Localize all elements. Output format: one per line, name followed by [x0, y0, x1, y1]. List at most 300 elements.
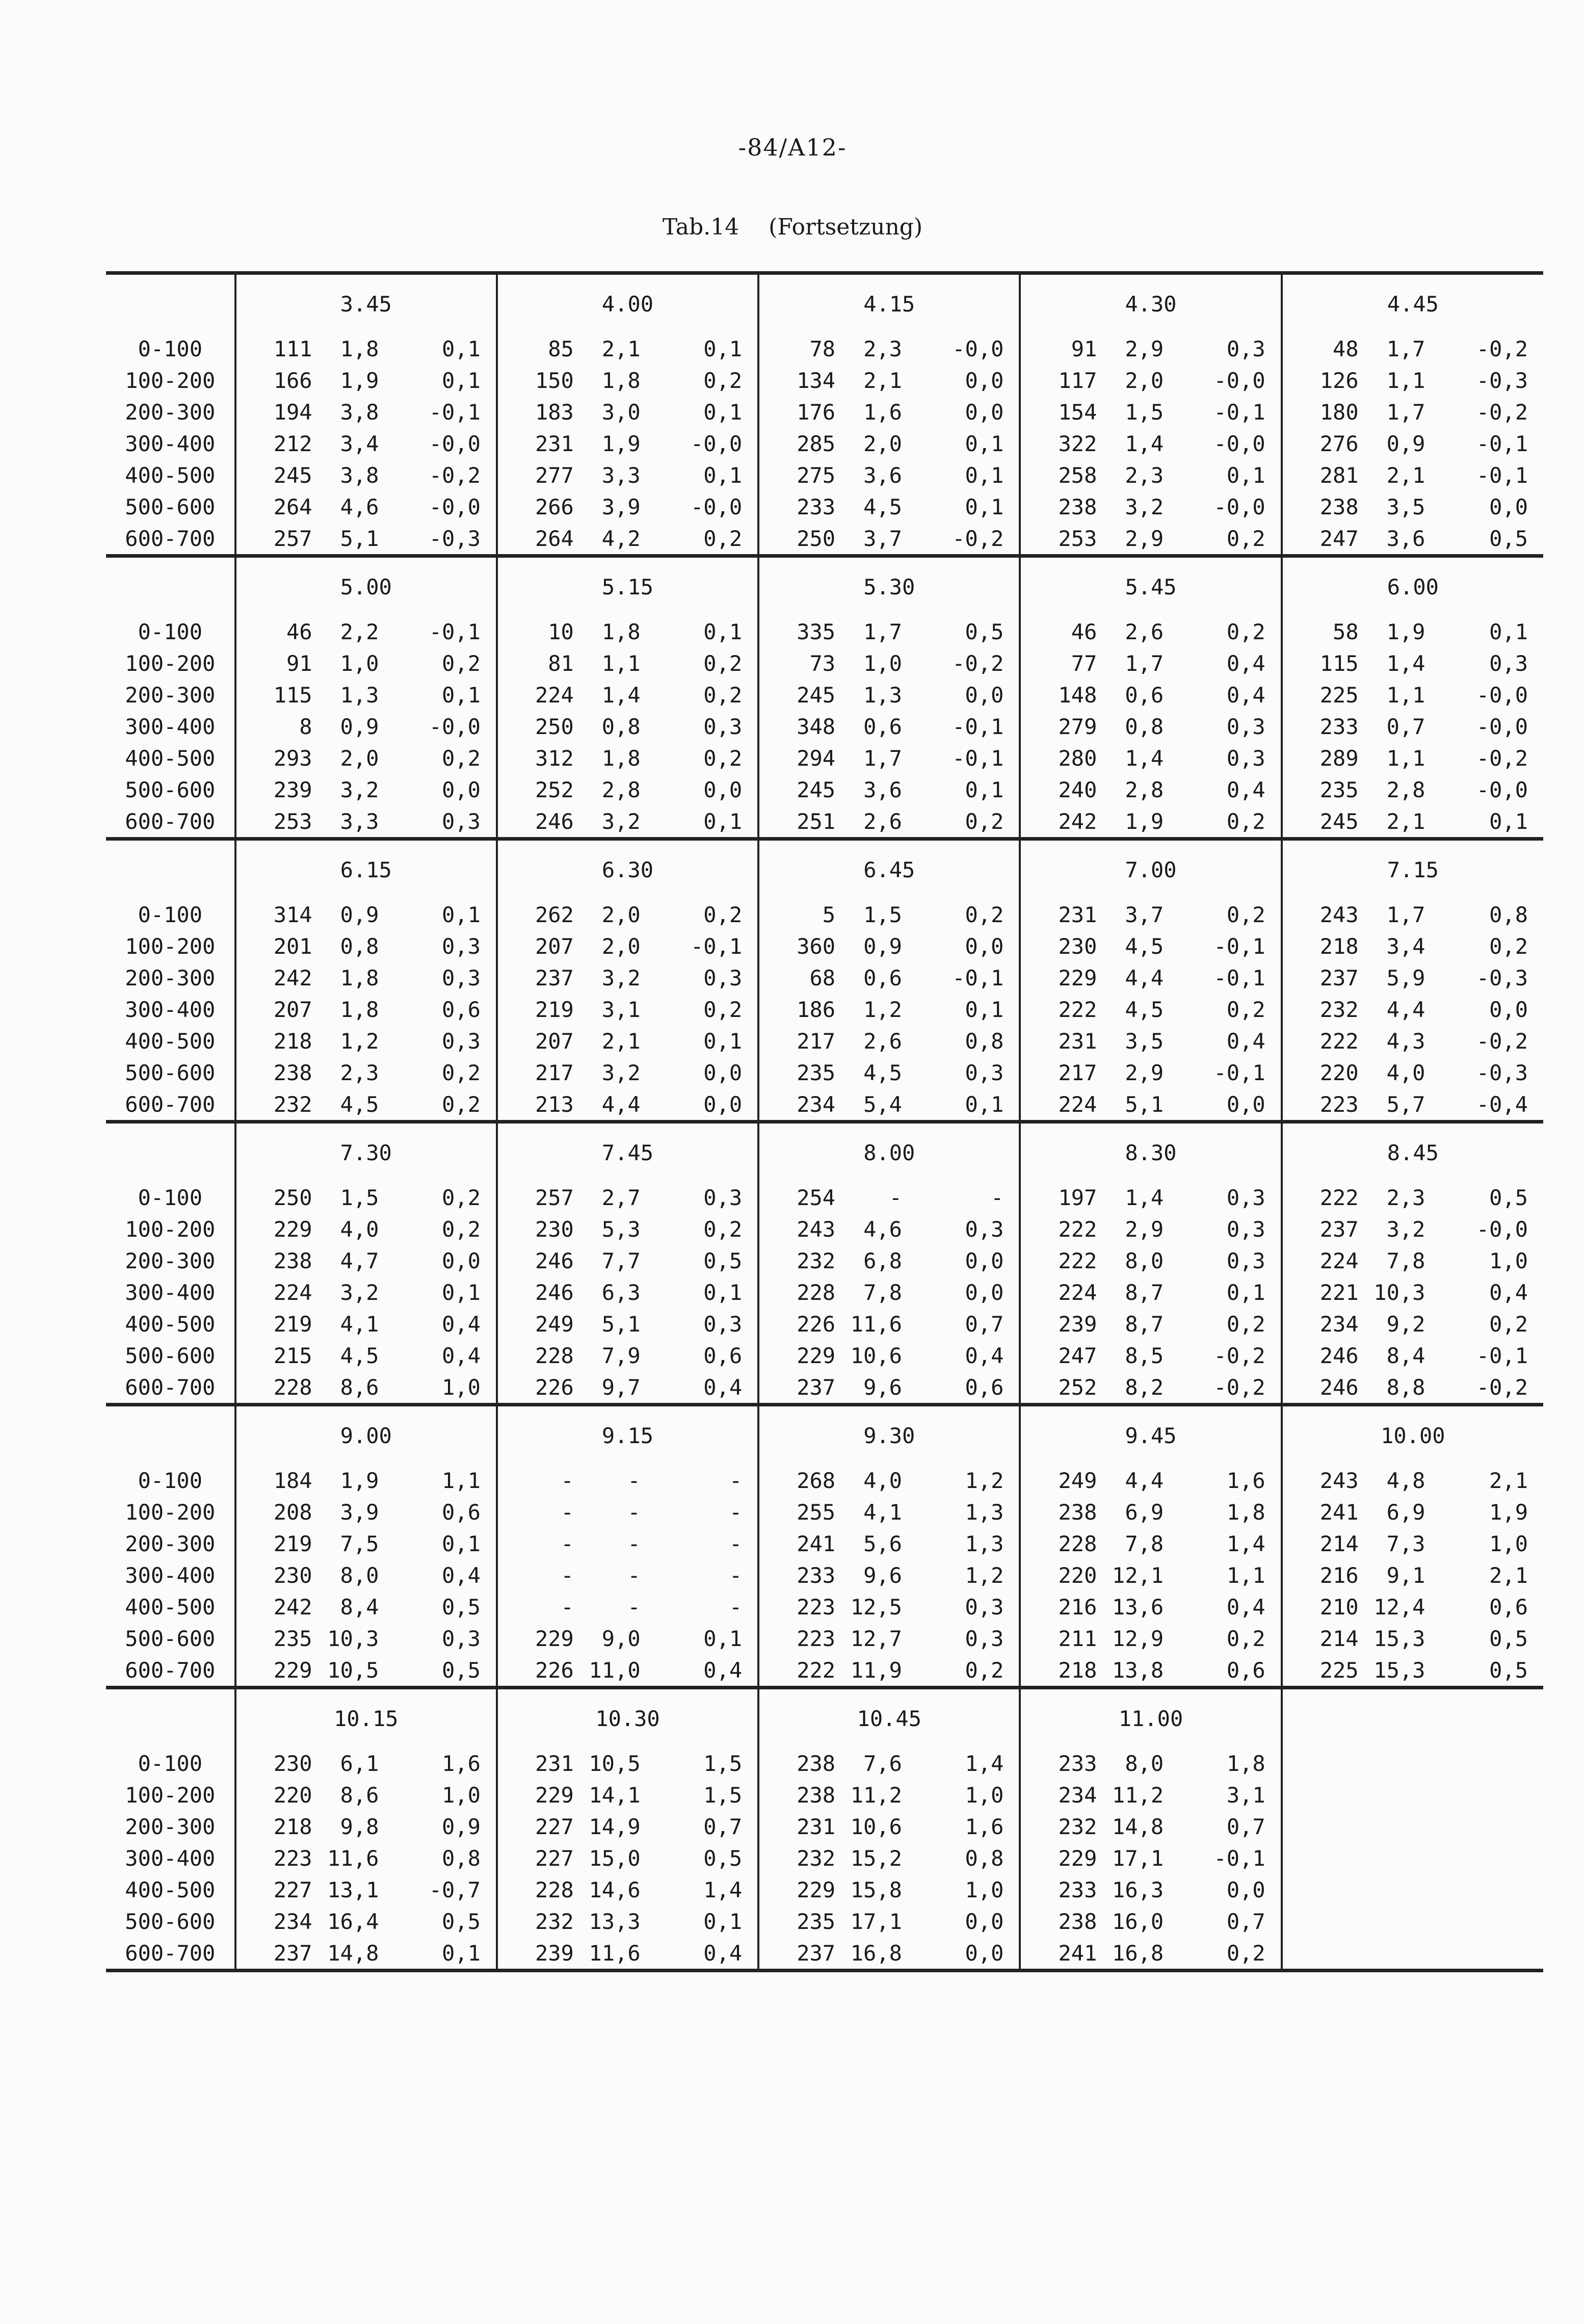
value-cell-speed: 2,6 [863, 1028, 902, 1054]
value-cell-speed: 2,0 [1125, 368, 1164, 393]
value-cell-speed: 1,8 [601, 619, 641, 644]
value-cell-direction: 258 [1020, 459, 1097, 491]
table-row [106, 1025, 1543, 1057]
value-cell-change: -0,1 [1213, 399, 1265, 425]
time-header: 5.30 [758, 556, 1020, 616]
table-row [106, 1528, 1543, 1559]
value-cell-direction: 207 [235, 994, 312, 1025]
value-cell-direction: 228 [497, 1340, 574, 1371]
value-cell-change: 0,0 [965, 368, 1004, 393]
value-cell-change: -0,3 [1476, 965, 1528, 990]
value-cell-change [1425, 1779, 1543, 1811]
value-cell-speed: 1,0 [340, 650, 379, 676]
value-cell-speed: 6,1 [340, 1751, 379, 1776]
time-header: 5.00 [235, 556, 497, 616]
value-cell-direction: 48 [1282, 333, 1359, 364]
value-cell-speed: 17,1 [850, 1909, 902, 1934]
header-blank-cell [106, 1405, 235, 1465]
value-cell-direction: 233 [1282, 711, 1359, 742]
height-range-label: 400-500 [125, 1877, 216, 1902]
value-cell-direction: 247 [1282, 523, 1359, 556]
value-cell-direction: 257 [235, 523, 312, 556]
value-cell-direction: 226 [497, 1371, 574, 1405]
value-cell-direction: 227 [497, 1811, 574, 1842]
value-cell-change: 0,1 [965, 462, 1004, 488]
height-range-label: 400-500 [125, 1028, 216, 1054]
value-cell-direction: 314 [235, 899, 312, 930]
value-cell-change: 0,7 [1226, 1814, 1265, 1839]
value-cell-speed: 12,7 [850, 1626, 902, 1651]
value-cell-speed: 1,9 [601, 431, 641, 456]
value-cell-direction: 238 [1020, 1496, 1097, 1528]
value-cell-direction: 238 [235, 1245, 312, 1276]
value-cell-direction: 279 [1020, 711, 1097, 742]
value-cell-change: 0,1 [703, 1626, 743, 1651]
value-cell-direction: 243 [758, 1213, 835, 1245]
value-cell-change: -0,0 [690, 494, 743, 519]
value-cell-speed: 1,1 [1386, 682, 1425, 708]
value-cell-speed [1359, 1937, 1425, 1971]
value-cell-change: 0,0 [1489, 997, 1528, 1022]
value-cell-change: 0,4 [1226, 650, 1265, 676]
time-header: 3.45 [235, 273, 497, 333]
value-cell-speed: 16,0 [1112, 1909, 1164, 1934]
value-cell-speed: 1,7 [1125, 650, 1164, 676]
value-cell-change: 0,4 [1489, 1279, 1528, 1305]
value-cell-speed: 10,5 [327, 1657, 379, 1683]
value-cell-direction: 229 [497, 1623, 574, 1654]
value-cell-change: 1,3 [965, 1531, 1004, 1556]
value-cell-change: 0,3 [442, 808, 481, 834]
time-header-row [106, 556, 1543, 616]
value-cell-change: 0,5 [1489, 526, 1528, 551]
value-cell-speed: 5,9 [1386, 965, 1425, 990]
value-cell-direction: 250 [497, 711, 574, 742]
value-cell-direction: 232 [235, 1088, 312, 1122]
value-cell-speed: 0,8 [1125, 714, 1164, 739]
value-cell-change: -0,1 [429, 399, 481, 425]
value-cell-direction: 239 [1020, 1308, 1097, 1340]
height-range-label: 300-400 [125, 714, 216, 739]
value-cell-direction: 207 [497, 930, 574, 962]
value-cell-change: -0,2 [1213, 1343, 1265, 1368]
value-cell-direction: 230 [497, 1213, 574, 1245]
value-cell-direction: 229 [235, 1213, 312, 1245]
value-cell-speed: 2,7 [601, 1185, 641, 1210]
time-header-row [106, 839, 1543, 899]
value-cell-speed: 4,5 [863, 1060, 902, 1085]
value-cell-change: 0,5 [442, 1594, 481, 1620]
table-row [106, 1057, 1543, 1088]
value-cell-change: 0,1 [442, 1279, 481, 1305]
value-cell-direction: 257 [497, 1182, 574, 1213]
value-cell-speed: 1,7 [1386, 336, 1425, 361]
height-range-label: 600-700 [106, 1937, 235, 1971]
value-cell-speed: 3,2 [340, 777, 379, 802]
value-cell-change: 0,2 [442, 745, 481, 771]
time-header: 7.45 [497, 1122, 758, 1182]
value-cell-speed: 1,8 [340, 336, 379, 361]
time-header: 9.00 [235, 1405, 497, 1465]
value-cell-change: 1,6 [965, 1814, 1004, 1839]
value-cell-speed: 2,9 [1125, 336, 1164, 361]
value-cell-direction: 230 [1020, 930, 1097, 962]
value-cell-speed: 8,7 [1125, 1311, 1164, 1337]
value-cell-change: 1,0 [1489, 1531, 1528, 1556]
value-cell-change: 0,2 [703, 745, 743, 771]
value-cell-direction: 246 [497, 805, 574, 839]
value-cell-direction: - [497, 1591, 574, 1623]
value-cell-change: 0,1 [965, 997, 1004, 1022]
value-cell-speed: 2,3 [1125, 462, 1164, 488]
value-cell-speed: 9,0 [601, 1626, 641, 1651]
value-cell-direction: - [497, 1465, 574, 1496]
value-cell-change: 0,3 [442, 1626, 481, 1651]
value-cell-speed: 5,1 [601, 1311, 641, 1337]
time-header: 4.00 [497, 273, 758, 333]
value-cell-change: 1,8 [1226, 1751, 1265, 1776]
value-cell-direction [1282, 1874, 1359, 1905]
value-cell-speed: 3,6 [1386, 526, 1425, 551]
value-cell-speed: 7,8 [863, 1279, 902, 1305]
value-cell-change: 1,5 [703, 1751, 743, 1776]
value-cell-change: 1,1 [442, 1468, 481, 1493]
value-cell-change: - [729, 1468, 743, 1493]
value-cell-direction: 268 [758, 1465, 835, 1496]
time-header: 9.15 [497, 1405, 758, 1465]
value-cell-speed: 3,4 [1386, 933, 1425, 959]
value-cell-change: -0,0 [952, 336, 1004, 361]
value-cell-speed: 2,1 [1386, 808, 1425, 834]
time-header: 7.30 [235, 1122, 497, 1182]
value-cell-direction: 201 [235, 930, 312, 962]
time-header: 4.45 [1282, 273, 1543, 333]
value-cell-speed: - [627, 1594, 641, 1620]
time-header: 10.30 [497, 1688, 758, 1748]
value-cell-change: 0,7 [1226, 1909, 1265, 1934]
value-cell-speed: 0,9 [863, 933, 902, 959]
value-cell-change: 0,3 [1489, 650, 1528, 676]
value-cell-direction: 255 [758, 1496, 835, 1528]
value-cell-direction: 224 [1020, 1276, 1097, 1308]
value-cell-speed: 6,8 [863, 1248, 902, 1273]
value-cell-change: 0,2 [703, 682, 743, 708]
value-cell-change: 0,1 [965, 494, 1004, 519]
time-header: 4.30 [1020, 273, 1281, 333]
value-cell-direction: 194 [235, 396, 312, 428]
value-cell-speed: 1,8 [340, 965, 379, 990]
value-cell-change: 0,2 [1226, 997, 1265, 1022]
height-range-label: 500-600 [125, 1343, 216, 1368]
time-header [1282, 1688, 1543, 1748]
value-cell-change: 0,1 [703, 1279, 743, 1305]
value-cell-direction: 224 [497, 679, 574, 711]
height-range-label: 600-700 [125, 526, 216, 551]
time-header: 9.45 [1020, 1405, 1281, 1465]
value-cell-direction: 232 [497, 1905, 574, 1937]
table-label: Tab.14 [662, 214, 739, 240]
value-cell-change: 0,2 [442, 1091, 481, 1117]
table-caption [0, 214, 1585, 240]
height-range-label: 400-500 [125, 1311, 216, 1337]
value-cell-direction: 222 [1282, 1182, 1359, 1213]
value-cell-change: 1,9 [1489, 1499, 1528, 1525]
value-cell-direction: 229 [497, 1779, 574, 1811]
value-cell-speed: 6,9 [1125, 1499, 1164, 1525]
value-cell-speed [1359, 1905, 1425, 1937]
value-cell-change: 0,3 [442, 1028, 481, 1054]
time-header: 10.15 [235, 1688, 497, 1748]
value-cell-change: -0,0 [429, 431, 481, 456]
time-header: 5.15 [497, 556, 758, 616]
value-cell-speed: 3,2 [601, 1060, 641, 1085]
height-range-label: 200-300 [125, 1814, 216, 1839]
value-cell-direction [1282, 1905, 1359, 1937]
value-cell-direction: 228 [1020, 1528, 1097, 1559]
height-range-label: 600-700 [125, 808, 216, 834]
value-cell-direction: 91 [235, 647, 312, 679]
value-cell-speed: 2,2 [340, 619, 379, 644]
value-cell-speed: 13,1 [327, 1877, 379, 1902]
value-cell-direction: 264 [497, 523, 574, 556]
value-cell-direction: 219 [235, 1528, 312, 1559]
value-cell-change: 0,4 [703, 1657, 743, 1683]
value-cell-change: 0,2 [1489, 1311, 1528, 1337]
value-cell-direction: 245 [1282, 805, 1359, 839]
value-cell-change: 2,1 [1489, 1468, 1528, 1493]
value-cell-change: 0,4 [442, 1562, 481, 1588]
height-range-label: 100-200 [125, 1216, 216, 1242]
value-cell-change: 0,0 [442, 777, 481, 802]
value-cell-speed: 2,1 [863, 368, 902, 393]
height-range-label: 0-100 [138, 1468, 203, 1493]
value-cell-direction: 46 [1020, 616, 1097, 647]
value-cell-change: -0,1 [1476, 1343, 1528, 1368]
value-cell-direction: 180 [1282, 396, 1359, 428]
value-cell-direction: 218 [1282, 930, 1359, 962]
value-cell-direction: 228 [497, 1874, 574, 1905]
value-cell-change: 0,5 [1489, 1185, 1528, 1210]
table-row [106, 1811, 1543, 1842]
value-cell-speed: 3,0 [601, 399, 641, 425]
value-cell-direction: 251 [758, 805, 835, 839]
value-cell-direction: 246 [497, 1245, 574, 1276]
value-cell-change: 1,0 [442, 1374, 481, 1400]
table-row [106, 1276, 1543, 1308]
value-cell-change: 0,2 [965, 1657, 1004, 1683]
value-cell-direction: 224 [235, 1276, 312, 1308]
value-cell-change: 0,3 [1226, 1185, 1265, 1210]
header-blank-cell [106, 1122, 235, 1182]
value-cell-speed: 0,8 [601, 714, 641, 739]
value-cell-speed: 16,3 [1112, 1877, 1164, 1902]
value-cell-speed: 1,4 [601, 682, 641, 708]
value-cell-speed: 3,2 [340, 1279, 379, 1305]
value-cell-change: 0,0 [965, 1909, 1004, 1934]
value-cell-direction: 231 [497, 428, 574, 459]
value-cell-change: -0,0 [1213, 368, 1265, 393]
time-header: 11.00 [1020, 1688, 1281, 1748]
table-continuation: (Fortsetzung) [769, 214, 923, 240]
value-cell-direction: 229 [1020, 1842, 1097, 1874]
time-header: 8.30 [1020, 1122, 1281, 1182]
value-cell-change: -0,2 [1476, 1028, 1528, 1054]
value-cell-change: 1,2 [965, 1562, 1004, 1588]
value-cell-speed: 3,3 [601, 462, 641, 488]
value-cell-change: 0,2 [1164, 1937, 1281, 1971]
value-cell-change: -0,1 [690, 933, 743, 959]
value-cell-change: 0,6 [442, 997, 481, 1022]
value-cell-direction: 239 [235, 774, 312, 805]
value-cell-direction: 232 [758, 1245, 835, 1276]
value-cell-direction: 277 [497, 459, 574, 491]
value-cell-change: 1,6 [1226, 1468, 1265, 1493]
height-range-label: 300-400 [125, 1279, 216, 1305]
data-table [106, 271, 1543, 1972]
table-row [106, 1465, 1543, 1496]
value-cell-speed: 12,1 [1112, 1562, 1164, 1588]
value-cell-direction: 247 [1020, 1340, 1097, 1371]
value-cell-change: 0,2 [703, 1216, 743, 1242]
value-cell-speed: 1,9 [340, 1468, 379, 1493]
value-cell-speed: 7,3 [1386, 1531, 1425, 1556]
table-row [106, 333, 1543, 364]
value-cell-change: 0,2 [1226, 808, 1265, 834]
value-cell-direction: 235 [1282, 774, 1359, 805]
height-range-label: 200-300 [125, 965, 216, 990]
value-cell-change: 0,5 [703, 1845, 743, 1871]
value-cell-direction: 214 [1282, 1528, 1359, 1559]
value-cell-direction: 241 [1282, 1496, 1359, 1528]
value-cell-direction: - [497, 1559, 574, 1591]
value-cell-speed: 14,8 [312, 1937, 379, 1971]
table-row [106, 647, 1543, 679]
value-cell-direction: 245 [758, 679, 835, 711]
value-cell-direction: 231 [758, 1811, 835, 1842]
table-row [106, 774, 1543, 805]
value-cell-speed: 4,4 [1125, 1468, 1164, 1493]
value-cell-direction: 115 [235, 679, 312, 711]
value-cell-direction: 246 [1282, 1371, 1359, 1405]
height-range-label: 300-400 [125, 1562, 216, 1588]
value-cell-direction: 8 [235, 711, 312, 742]
table-row [106, 711, 1543, 742]
value-cell-direction: 275 [758, 459, 835, 491]
value-cell-direction: 253 [235, 805, 312, 839]
value-cell-change: -0,2 [1476, 399, 1528, 425]
value-cell-direction: 232 [758, 1842, 835, 1874]
value-cell-speed: 4,1 [340, 1311, 379, 1337]
table-row [106, 1182, 1543, 1213]
value-cell-speed: 2,0 [601, 933, 641, 959]
value-cell-direction: 217 [1020, 1057, 1097, 1088]
value-cell-direction: 222 [1020, 1245, 1097, 1276]
value-cell-change: 0,2 [1489, 933, 1528, 959]
value-cell-speed: 14,8 [1112, 1814, 1164, 1839]
value-cell-speed: 1,8 [601, 368, 641, 393]
table-row [106, 1340, 1543, 1371]
value-cell-change: -0,0 [690, 431, 743, 456]
value-cell-speed [1359, 1779, 1425, 1811]
value-cell-speed: 16,8 [1097, 1937, 1164, 1971]
time-header: 7.00 [1020, 839, 1281, 899]
value-cell-speed: 3,9 [601, 494, 641, 519]
value-cell-change: 0,8 [1489, 902, 1528, 927]
value-cell-speed: 2,1 [601, 1028, 641, 1054]
height-range-label: 200-300 [125, 682, 216, 708]
value-cell-speed: 3,2 [1386, 1216, 1425, 1242]
value-cell-speed: 2,9 [1125, 1216, 1164, 1242]
header-blank-cell [106, 556, 235, 616]
table-row [106, 994, 1543, 1025]
value-cell-speed: 3,4 [340, 431, 379, 456]
value-cell-change [1425, 1842, 1543, 1874]
value-cell-change: 0,6 [1489, 1594, 1528, 1620]
value-cell-direction: 232 [1282, 994, 1359, 1025]
value-cell-change: 0,9 [442, 1814, 481, 1839]
value-cell-change: 0,3 [1226, 714, 1265, 739]
value-cell-change: 0,4 [442, 1311, 481, 1337]
value-cell-change: 1,4 [703, 1877, 743, 1902]
table-row [106, 1088, 1543, 1122]
value-cell-direction: 233 [758, 1559, 835, 1591]
value-cell-direction: 252 [497, 774, 574, 805]
value-cell-direction: 81 [497, 647, 574, 679]
value-cell-change: -0,1 [1213, 933, 1265, 959]
value-cell-speed: 0,9 [340, 902, 379, 927]
value-cell-speed: 4,5 [340, 1091, 379, 1117]
value-cell-change: 0,1 [703, 808, 743, 834]
value-cell-change: 0,3 [703, 1311, 743, 1337]
value-cell-direction: 184 [235, 1465, 312, 1496]
value-cell-direction: 224 [1282, 1245, 1359, 1276]
value-cell-speed: 8,4 [340, 1594, 379, 1620]
value-cell-direction: 215 [235, 1340, 312, 1371]
value-cell-speed: - [889, 1185, 902, 1210]
height-range-label: 100-200 [125, 933, 216, 959]
value-cell-direction: 237 [497, 962, 574, 994]
value-cell-direction: 230 [235, 1747, 312, 1779]
value-cell-direction: 229 [758, 1340, 835, 1371]
value-cell-change: 0,3 [703, 714, 743, 739]
value-cell-change: 0,0 [703, 777, 743, 802]
value-cell-change: 0,5 [703, 1248, 743, 1273]
value-cell-direction: 218 [1020, 1654, 1097, 1688]
value-cell-change: 0,3 [1226, 336, 1265, 361]
value-cell-change [1425, 1747, 1543, 1779]
value-cell-speed: 11,9 [850, 1657, 902, 1683]
value-cell-speed: 2,3 [340, 1060, 379, 1085]
value-cell-change: 0,3 [965, 1216, 1004, 1242]
value-cell-direction: 218 [235, 1025, 312, 1057]
value-cell-direction: 237 [235, 1937, 312, 1971]
value-cell-direction: 111 [235, 333, 312, 364]
value-cell-speed: 2,0 [863, 431, 902, 456]
value-cell-change: 0,1 [965, 431, 1004, 456]
value-cell-direction: 242 [1020, 805, 1097, 839]
value-cell-direction: 212 [235, 428, 312, 459]
value-cell-change: 0,2 [703, 650, 743, 676]
value-cell-direction: - [497, 1496, 574, 1528]
value-cell-direction: 220 [1282, 1057, 1359, 1088]
value-cell-speed: 9,6 [863, 1562, 902, 1588]
value-cell-direction: 115 [1282, 647, 1359, 679]
time-header: 4.15 [758, 273, 1020, 333]
value-cell-change: 0,1 [703, 399, 743, 425]
value-cell-speed: 5,3 [601, 1216, 641, 1242]
value-cell-speed: 0,7 [1386, 714, 1425, 739]
table-row [106, 899, 1543, 930]
